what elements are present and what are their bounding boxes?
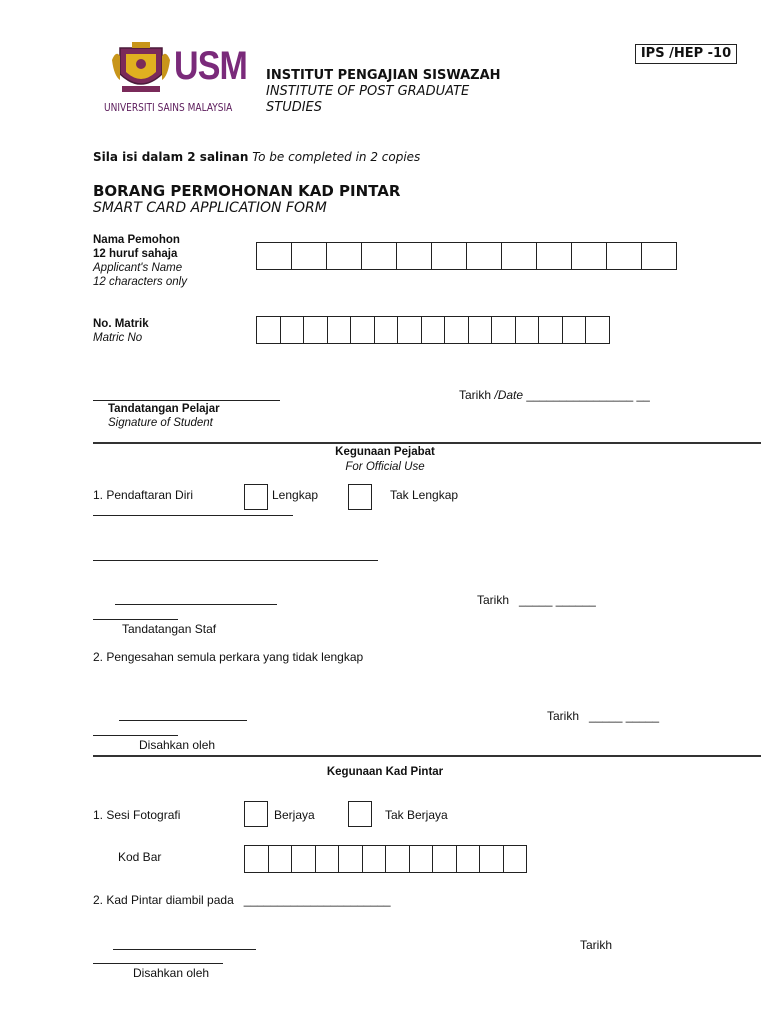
institute-name-en: INSTITUTE OF POST GRADUATE [266,84,470,99]
char-box[interactable] [291,845,316,873]
collect-date-label: Tarikh [580,938,613,952]
char-box[interactable] [491,316,516,344]
char-box[interactable] [327,316,352,344]
collector-underline [93,963,223,964]
char-box[interactable] [374,316,399,344]
incomplete-label: Tak Lengkap [390,488,459,502]
date-label-en: /Date [494,388,524,402]
date-label: Tarikh [459,388,492,402]
char-box[interactable] [256,242,292,270]
fail-checkbox[interactable] [348,801,372,827]
char-box[interactable] [326,242,362,270]
char-box[interactable] [256,316,281,344]
copies-note [93,150,420,164]
verifier-underline [93,735,178,736]
char-box[interactable] [338,845,363,873]
university-crest-icon [110,40,172,98]
institute-name-ms: INSTITUT PENGAJIAN SISWAZAH [266,68,501,83]
staff-date[interactable] [477,593,596,607]
matric-label-en: Matric No [93,332,143,344]
notes-line-2[interactable] [93,560,378,561]
char-box[interactable] [350,316,375,344]
office-use-title: Kegunaan Pejabat [335,446,435,458]
complete-label: Lengkap [272,488,319,502]
success-checkbox[interactable] [244,801,268,827]
collector-signature-line[interactable] [113,949,256,950]
copies-note-en: To be completed in 2 copies [252,150,421,164]
usm-logo [104,40,248,116]
notes-line-1[interactable] [93,515,293,516]
verified-by-label: Disahkan oleh [139,738,216,752]
form-code: IPS /HEP -10 [635,44,737,64]
section-divider [93,442,761,444]
char-box[interactable] [501,242,537,270]
barcode-boxes[interactable] [244,845,527,873]
success-label: Berjaya [274,808,315,822]
char-box[interactable] [385,845,410,873]
section-divider-2 [93,755,761,757]
char-box[interactable] [538,316,563,344]
char-box[interactable] [396,242,432,270]
applicant-name-boxes[interactable] [256,242,677,270]
office-use-title-en: For Official Use [345,461,425,473]
char-box[interactable] [585,316,610,344]
student-signature-line[interactable] [93,400,280,401]
char-box[interactable] [466,242,502,270]
barcode-label: Kod Bar [118,850,162,864]
smart-card-use-title: Kegunaan Kad Pintar [326,766,444,778]
incomplete-checkbox[interactable] [348,484,372,510]
verify-date[interactable] [547,709,659,723]
char-box[interactable] [503,845,528,873]
student-date[interactable] [459,388,650,402]
char-box[interactable] [421,316,446,344]
verifier-signature-line[interactable] [119,720,247,721]
reverification-label: 2. Pengesahan semula perkara yang tidak lengkap [93,650,364,664]
char-box[interactable] [303,316,328,344]
char-box[interactable] [641,242,677,270]
verify-date-label: Tarikh [547,709,580,723]
date-line: ________________ __ [526,388,650,402]
staff-signature-label: Tandatangan Staf [122,622,217,636]
staff-date-label: Tarikh [477,593,510,607]
card-collected-label: 2. Kad Pintar diambil pada ______________________ [93,893,391,907]
char-box[interactable] [291,242,327,270]
institute-name-en-cut: STUDIES [266,100,323,115]
char-box[interactable] [397,316,422,344]
char-box[interactable] [432,845,457,873]
name-label-en: Applicant's Name [93,262,183,274]
char-box[interactable] [409,845,434,873]
char-box[interactable] [456,845,481,873]
char-box[interactable] [571,242,607,270]
form-title: BORANG PERMOHONAN KAD PINTAR [93,182,401,200]
fail-label: Tak Berjaya [385,808,448,822]
char-box[interactable] [431,242,467,270]
char-box[interactable] [362,845,387,873]
complete-checkbox[interactable] [244,484,268,510]
name-limit-label: 12 huruf sahaja [93,248,178,260]
copies-note-ms: Sila isi dalam 2 salinan [93,150,249,164]
char-box[interactable] [536,242,572,270]
char-box[interactable] [268,845,293,873]
char-box[interactable] [479,845,504,873]
card-collected-line[interactable]: ______________________ [243,893,391,907]
char-box[interactable] [444,316,469,344]
char-box[interactable] [315,845,340,873]
collector-verified-label: Disahkan oleh [133,966,210,980]
matric-label: No. Matrik [93,318,149,330]
student-signature-label-en: Signature of Student [108,417,213,429]
self-registration-label: 1. Pendaftaran Diri [93,488,194,502]
usm-letters: USM [174,44,248,88]
verify-date-line: _____ _____ [589,709,660,723]
name-limit-label-en: 12 characters only [93,276,187,288]
staff-signature-underline [93,619,178,620]
char-box[interactable] [280,316,305,344]
staff-signature-line[interactable] [115,604,277,605]
matric-number-boxes[interactable] [256,316,610,344]
student-signature-label: Tandatangan Pelajar [108,403,220,415]
char-box[interactable] [562,316,587,344]
char-box[interactable] [606,242,642,270]
char-box[interactable] [361,242,397,270]
staff-date-line: _____ ______ [519,593,596,607]
form-title-en: SMART CARD APPLICATION FORM [93,200,327,216]
char-box[interactable] [515,316,540,344]
university-name: UNIVERSITI SAINS MALAYSIA [104,101,233,114]
name-label: Nama Pemohon [93,234,180,246]
photo-session-label: 1. Sesi Fotografi [93,808,181,822]
char-box[interactable] [244,845,269,873]
char-box[interactable] [468,316,493,344]
